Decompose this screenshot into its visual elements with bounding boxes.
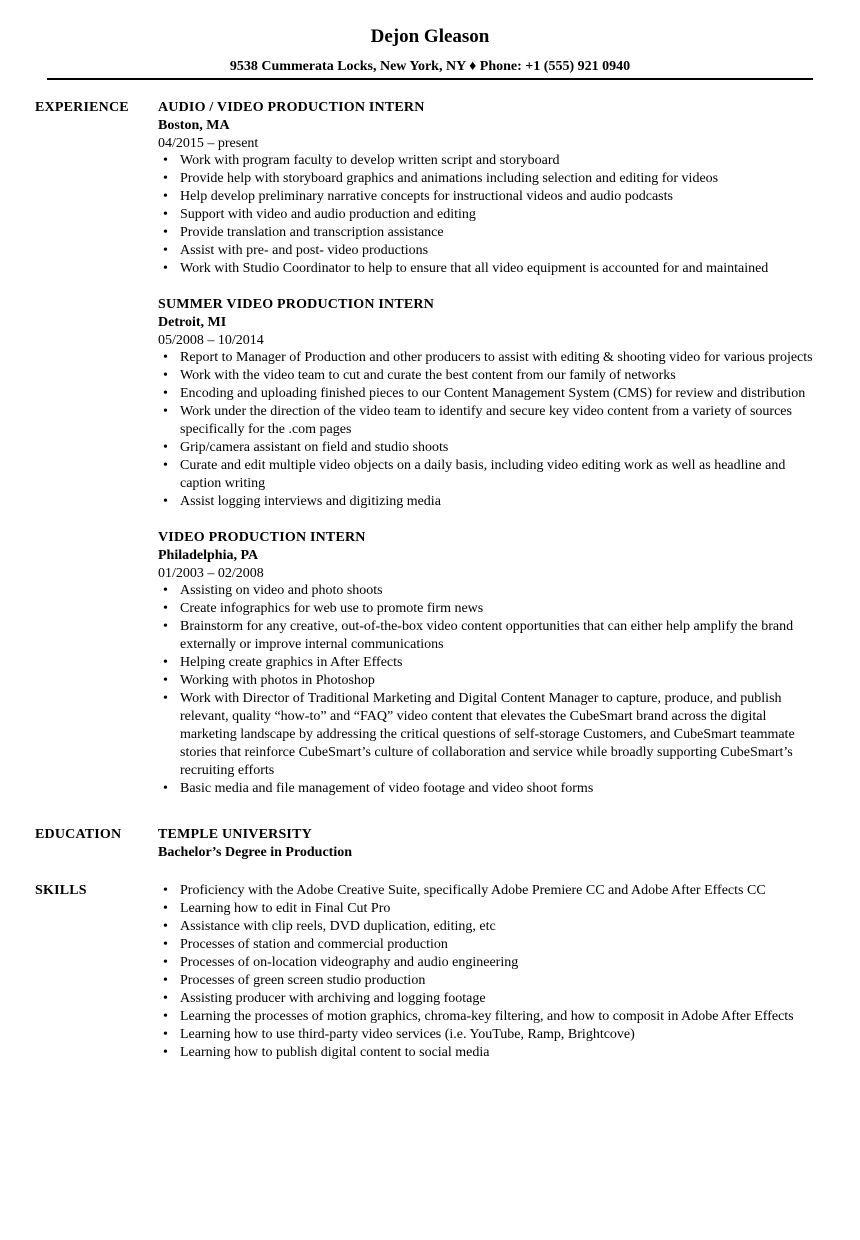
section-label-experience: EXPERIENCE	[35, 100, 129, 115]
bullet-item	[163, 367, 825, 385]
skill-text: Assisting producer with archiving and logging footage	[180, 991, 486, 1006]
bullet-text: Working with photos in Photoshop	[180, 673, 375, 688]
skill-item	[163, 900, 825, 918]
job-entry	[158, 296, 825, 511]
school-name: TEMPLE UNIVERSITY	[158, 827, 312, 842]
skill-item	[163, 882, 825, 900]
bullet-icon: •	[163, 583, 168, 598]
skills-list	[158, 882, 825, 1062]
bullet-text: Report to Manager of Production and other producers to assist with editing & shooting video for various projects	[180, 350, 813, 365]
bullet-item	[163, 600, 825, 618]
resume-header	[0, 0, 860, 80]
bullet-icon: •	[163, 350, 168, 365]
skills-body	[158, 882, 825, 1062]
degree: Bachelor’s Degree in Production	[158, 845, 353, 860]
bullet-icon: •	[163, 655, 168, 670]
bullet-item	[163, 457, 825, 493]
skill-text: Processes of green screen studio production	[180, 973, 426, 988]
bullet-icon: •	[163, 937, 168, 952]
education-section	[35, 826, 825, 862]
job-location: Detroit, MI	[158, 315, 227, 330]
experience-section	[35, 99, 825, 798]
header-divider	[47, 78, 813, 80]
bullet-item	[163, 403, 825, 439]
bullet-item	[163, 780, 825, 798]
bullet-icon: •	[163, 494, 168, 509]
skill-item	[163, 1026, 825, 1044]
section-label-education: EDUCATION	[35, 827, 122, 842]
job-title: SUMMER VIDEO PRODUCTION INTERN	[158, 297, 435, 312]
bullet-item	[163, 188, 825, 206]
job-location: Philadelphia, PA	[158, 548, 259, 563]
job-location: Boston, MA	[158, 118, 230, 133]
skill-item	[163, 1008, 825, 1026]
bullet-item	[163, 672, 825, 690]
skill-item	[163, 1044, 825, 1062]
bullet-item	[163, 654, 825, 672]
bullet-icon: •	[163, 243, 168, 258]
bullet-item	[163, 439, 825, 457]
bullet-icon: •	[163, 440, 168, 455]
bullet-item	[163, 152, 825, 170]
bullet-icon: •	[163, 458, 168, 473]
job-entry	[158, 529, 825, 798]
bullet-text: Work with program faculty to develop written script and storyboard	[180, 153, 560, 168]
bullet-text: Support with video and audio production and editing	[180, 207, 476, 222]
bullet-icon: •	[163, 883, 168, 898]
bullet-text: Work with the video team to cut and curate the best content from our family of networks	[180, 368, 676, 383]
bullet-text: Create infographics for web use to promote firm news	[180, 601, 484, 616]
contact-line: 9538 Cummerata Locks, New York, NY ♦ Phone: +1 (555) 921 0940	[229, 59, 631, 74]
job-title: AUDIO / VIDEO PRODUCTION INTERN	[158, 100, 425, 115]
bullet-icon: •	[163, 171, 168, 186]
skill-item	[163, 954, 825, 972]
bullet-text: Provide help with storyboard graphics and animations including selection and editing for videos	[180, 171, 719, 186]
job-bullets	[158, 349, 825, 511]
bullet-text: Basic media and file management of video footage and video shoot forms	[180, 781, 594, 796]
bullet-text: Work with Studio Coordinator to help to ensure that all video equipment is accounted for and maintained	[180, 261, 769, 276]
bullet-icon: •	[163, 368, 168, 383]
job-bullets	[158, 152, 825, 278]
job-dates: 04/2015 – present	[158, 136, 259, 151]
bullet-text: Work with Director of Traditional Marketing and Digital Content Manager to capture, produce, and publish relevant, quality “how-to” and “FAQ” video content that elevates the CubeSmart brand across the digital marketing landscape by addressing the critical questions of self-storage Customers, and CubeSmart teammate stories that reinforce CubeSmart’s culture of collaboration and service while broadly supporting CubeSmart’s recruiting efforts	[180, 691, 795, 778]
skill-text: Processes of station and commercial production	[180, 937, 448, 952]
job-dates: 05/2008 – 10/2014	[158, 333, 264, 348]
bullet-icon: •	[163, 261, 168, 276]
bullet-item	[163, 260, 825, 278]
bullet-text: Assist logging interviews and digitizing media	[180, 494, 441, 509]
skill-item	[163, 918, 825, 936]
skill-text: Proficiency with the Adobe Creative Suite, specifically Adobe Premiere CC and Adobe After Effects CC	[180, 883, 766, 898]
skill-text: Processes of on-location videography and audio engineering	[180, 955, 519, 970]
bullet-icon: •	[163, 691, 168, 706]
bullet-icon: •	[163, 225, 168, 240]
skill-item	[163, 936, 825, 954]
bullet-icon: •	[163, 919, 168, 934]
job-dates: 01/2003 – 02/2008	[158, 566, 264, 581]
bullet-item	[163, 690, 825, 780]
bullet-icon: •	[163, 901, 168, 916]
bullet-item	[163, 224, 825, 242]
bullet-text: Work under the direction of the video team to identify and secure key video content from a variety of sources specifically for the .com pages	[180, 404, 792, 437]
bullet-icon: •	[163, 207, 168, 222]
bullet-item	[163, 242, 825, 260]
bullet-text: Assist with pre- and post- video productions	[180, 243, 429, 258]
bullet-item	[163, 349, 825, 367]
bullet-icon: •	[163, 673, 168, 688]
bullet-icon: •	[163, 619, 168, 634]
skill-text: Assistance with clip reels, DVD duplication, editing, etc	[180, 919, 496, 934]
skills-section	[35, 882, 825, 1062]
bullet-text: Brainstorm for any creative, out-of-the-box video content opportunities that can either help amplify the brand externally or improve internal communications	[180, 619, 794, 652]
section-label-skills: SKILLS	[35, 883, 87, 898]
bullet-icon: •	[163, 153, 168, 168]
job-bullets	[158, 582, 825, 798]
bullet-icon: •	[163, 386, 168, 401]
bullet-icon: •	[163, 404, 168, 419]
job-title: VIDEO PRODUCTION INTERN	[158, 530, 366, 545]
skill-item	[163, 972, 825, 990]
bullet-icon: •	[163, 1045, 168, 1060]
bullet-icon: •	[163, 1009, 168, 1024]
bullet-icon: •	[163, 781, 168, 796]
bullet-icon: •	[163, 189, 168, 204]
bullet-text: Grip/camera assistant on field and studio shoots	[180, 440, 449, 455]
bullet-item	[163, 170, 825, 188]
skill-item	[163, 990, 825, 1008]
bullet-icon: •	[163, 973, 168, 988]
bullet-item	[163, 582, 825, 600]
skill-text: Learning how to use third-party video services (i.e. YouTube, Ramp, Brightcove)	[180, 1027, 635, 1042]
bullet-text: Assisting on video and photo shoots	[180, 583, 383, 598]
skill-text: Learning the processes of motion graphics, chroma-key filtering, and how to composit in Adobe After Effects	[180, 1009, 794, 1024]
skill-text: Learning how to edit in Final Cut Pro	[180, 901, 391, 916]
job-entry	[158, 99, 825, 278]
bullet-icon: •	[163, 955, 168, 970]
bullet-item	[163, 385, 825, 403]
bullet-item	[163, 493, 825, 511]
bullet-text: Help develop preliminary narrative concepts for instructional videos and audio podcasts	[180, 189, 673, 204]
skill-text: Learning how to publish digital content to social media	[180, 1045, 490, 1060]
bullet-text: Helping create graphics in After Effects	[180, 655, 403, 670]
experience-body	[158, 99, 825, 798]
bullet-text: Curate and edit multiple video objects on a daily basis, including video editing work as well as headline and caption writing	[180, 458, 786, 491]
bullet-text: Encoding and uploading finished pieces to our Content Management System (CMS) for review and distribution	[180, 386, 806, 401]
bullet-item	[163, 206, 825, 224]
bullet-item	[163, 618, 825, 654]
bullet-icon: •	[163, 1027, 168, 1042]
education-body	[158, 826, 825, 862]
candidate-name: Dejon Gleason	[370, 26, 490, 47]
bullet-icon: •	[163, 991, 168, 1006]
bullet-text: Provide translation and transcription assistance	[180, 225, 444, 240]
bullet-icon: •	[163, 601, 168, 616]
